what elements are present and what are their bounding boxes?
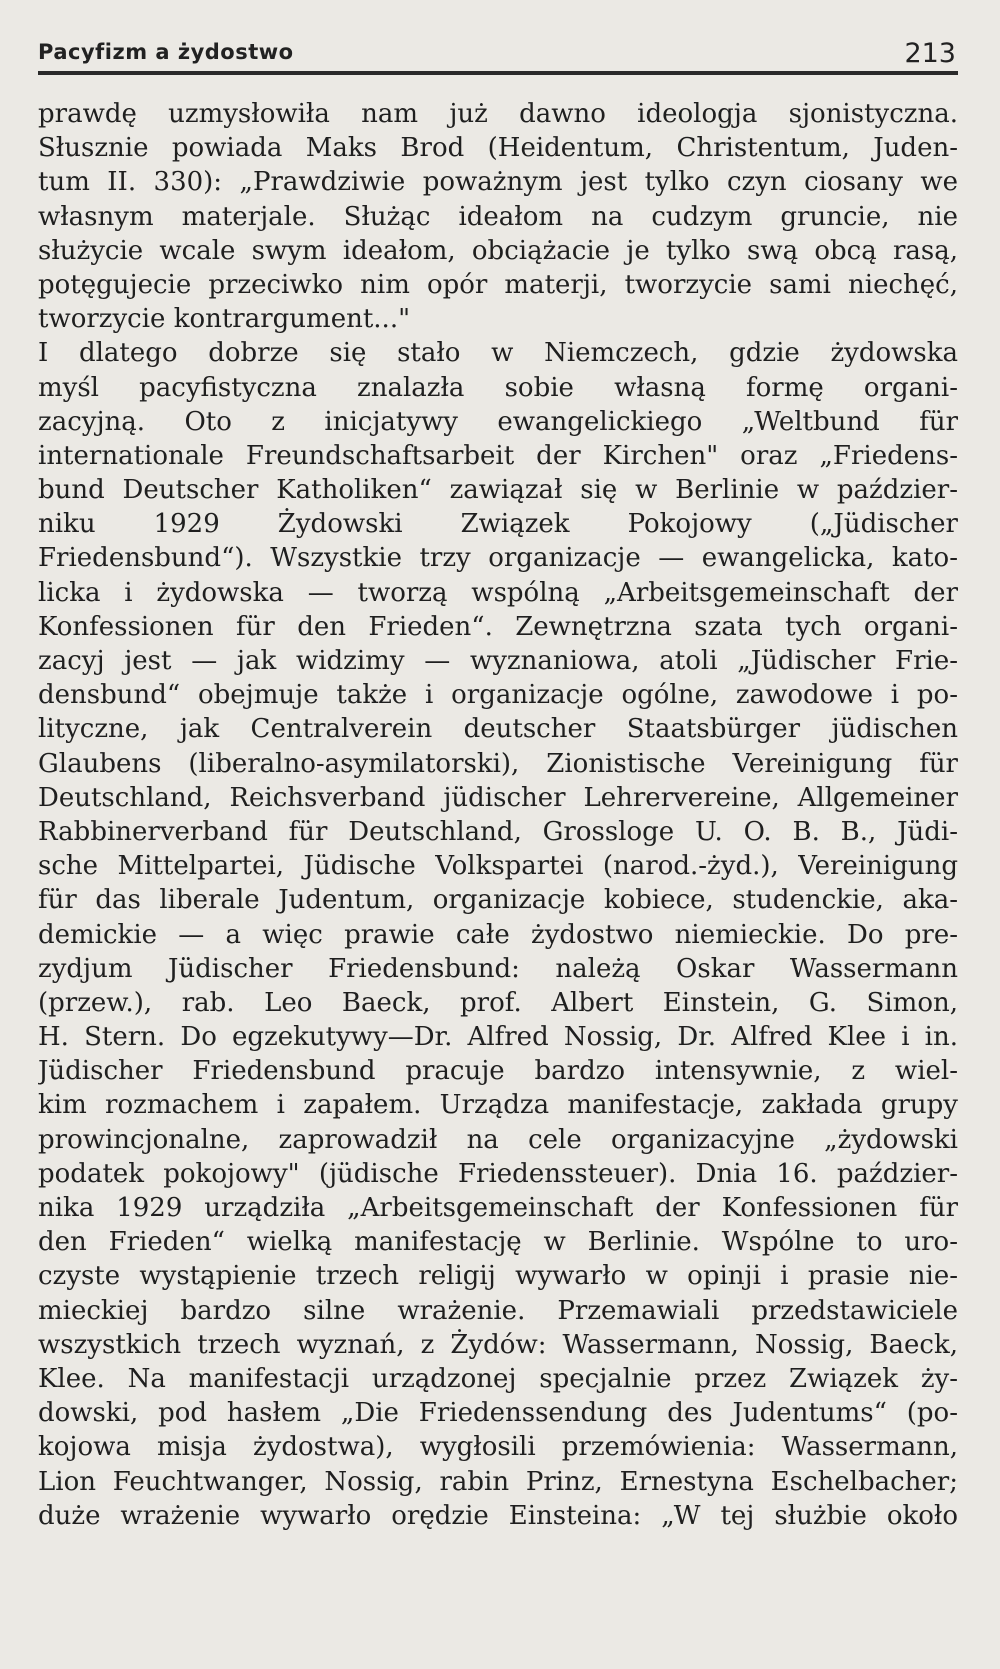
text-line: internationale Freundschaftsarbeit der Kirchen" oraz „Friedens- xyxy=(38,440,958,471)
text-line: nika 1929 urządziła „Arbeitsgemeinschaft der Konfessionen für xyxy=(38,1193,958,1223)
text-line: czyste wystąpienie trzech religij wywarło w opinji i prasie nie- xyxy=(38,1261,958,1292)
text-line: Deutschland, Reichsverband jüdischer Lehrervereine, Allgemeiner xyxy=(38,782,958,813)
text-line: niku 1929 Żydowski Związek Pokojowy („Jüdischer xyxy=(38,509,958,540)
text-line: podatek pokojowy" (jüdische Friedenssteuer). Dnia 16. paździer- xyxy=(38,1158,958,1189)
text-line: prawdę uzmysłowiła nam już dawno ideologja sjonistyczna. xyxy=(38,99,958,129)
running-title: Pacyfizm a żydostwo xyxy=(38,40,294,64)
text-line: licka i żydowska — tworzą wspólną „Arbeitsgemeinschaft der xyxy=(38,577,958,608)
text-line: własnym materjale. Służąc ideałom na cudzym gruncie, nie xyxy=(38,201,958,232)
text-line: zacyj jest — jak widzimy — wyznaniowa, atoli „Jüdischer Frie- xyxy=(38,646,958,676)
text-line: mieckiej bardzo silne wrażenie. Przemawiali przedstawiciele xyxy=(38,1295,958,1326)
text-line: H. Stern. Do egzekutywy—Dr. Alfred Nossig, Dr. Alfred Klee i in. xyxy=(38,1022,958,1053)
text-line: Jüdischer Friedensbund pracuje bardzo intensywnie, z wiel- xyxy=(38,1056,958,1087)
text-line: densbund“ obejmuje także i organizacje ogólne, zawodowe i po- xyxy=(38,680,958,711)
text-line: myśl pacyfistyczna znalazła sobie własną formę organi- xyxy=(38,372,958,403)
text-line: duże wrażenie wywarło orędzie Einsteina: „W tej służbie około xyxy=(38,1500,958,1531)
text-line: Słusznie powiada Maks Brod (Heidentum, Christentum, Juden- xyxy=(38,133,958,164)
text-line: Konfessionen für den Frieden“. Zewnętrzna szata tych organi- xyxy=(38,611,958,642)
text-line: służycie wcale swym ideałom, obciążacie je tylko swą obcą rasą, xyxy=(38,235,958,266)
text-line: kojowa misja żydostwa), wygłosili przemówienia: Wassermann, xyxy=(38,1432,958,1463)
text-line: Rabbinerverband für Deutschland, Grossloge U. O. B. B., Jüdi- xyxy=(38,816,958,847)
page-header xyxy=(38,38,958,74)
text-line: zydjum Jüdischer Friedensbund: należą Oskar Wassermann xyxy=(38,953,958,984)
text-line: tworzycie kontrargument..." xyxy=(38,304,411,335)
text-line: tum II. 330): „Prawdziwie poważnym jest tylko czyn ciosany we xyxy=(38,167,958,198)
text-line: den Frieden“ wielką manifestację w Berlinie. Wspólne to uro- xyxy=(38,1227,958,1258)
header-rule xyxy=(38,71,958,75)
text-line: zacyjną. Oto z inicjatywy ewangelickiego „Weltbund für xyxy=(38,406,958,437)
text-line: demickie — a więc prawie całe żydostwo niemieckie. Do pre- xyxy=(38,919,958,950)
text-line: Friedensbund“). Wszystkie trzy organizacje — ewangelicka, kato- xyxy=(38,543,958,574)
body-text xyxy=(38,97,958,1533)
text-line: lityczne, jak Centralverein deutscher Staatsbürger jüdischen xyxy=(38,714,958,745)
text-line: bund Deutscher Katholiken“ zawiązał się w Berlinie w paździer- xyxy=(38,475,958,506)
text-line: potęgujecie przeciwko nim opór materji, tworzycie sami niechęć, xyxy=(38,269,958,300)
text-line: Klee. Na manifestacji urządzonej specjalnie przez Związek ży- xyxy=(38,1363,958,1394)
text-line: Glaubens (liberalno-asymilatorski), Zionistische Vereinigung für xyxy=(38,748,958,779)
text-line: sche Mittelpartei, Jüdische Volkspartei (narod.-żyd.), Vereinigung xyxy=(38,851,958,882)
text-line: kim rozmachem i zapałem. Urządza manifestacje, zakłada grupy xyxy=(38,1090,958,1121)
text-line: (przew.), rab. Leo Baeck, prof. Albert Einstein, G. Simon, xyxy=(38,987,958,1018)
text-line: Lion Feuchtwanger, Nossig, rabin Prinz, Ernestyna Eschelbacher; xyxy=(38,1466,958,1497)
text-line: dowski, pod hasłem „Die Friedenssendung des Judentums“ (po- xyxy=(38,1398,958,1429)
text-line: wszystkich trzech wyznań, z Żydów: Wassermann, Nossig, Baeck, xyxy=(38,1329,958,1360)
text-line: für das liberale Judentum, organizacje kobiece, studenckie, aka- xyxy=(38,885,958,916)
text-line: I dlatego dobrze się stało w Niemczech, gdzie żydowska xyxy=(38,338,958,369)
page-number: 213 xyxy=(904,38,956,69)
text-line: prowincjonalne, zaprowadził na cele organizacyjne „żydowski xyxy=(38,1124,958,1155)
